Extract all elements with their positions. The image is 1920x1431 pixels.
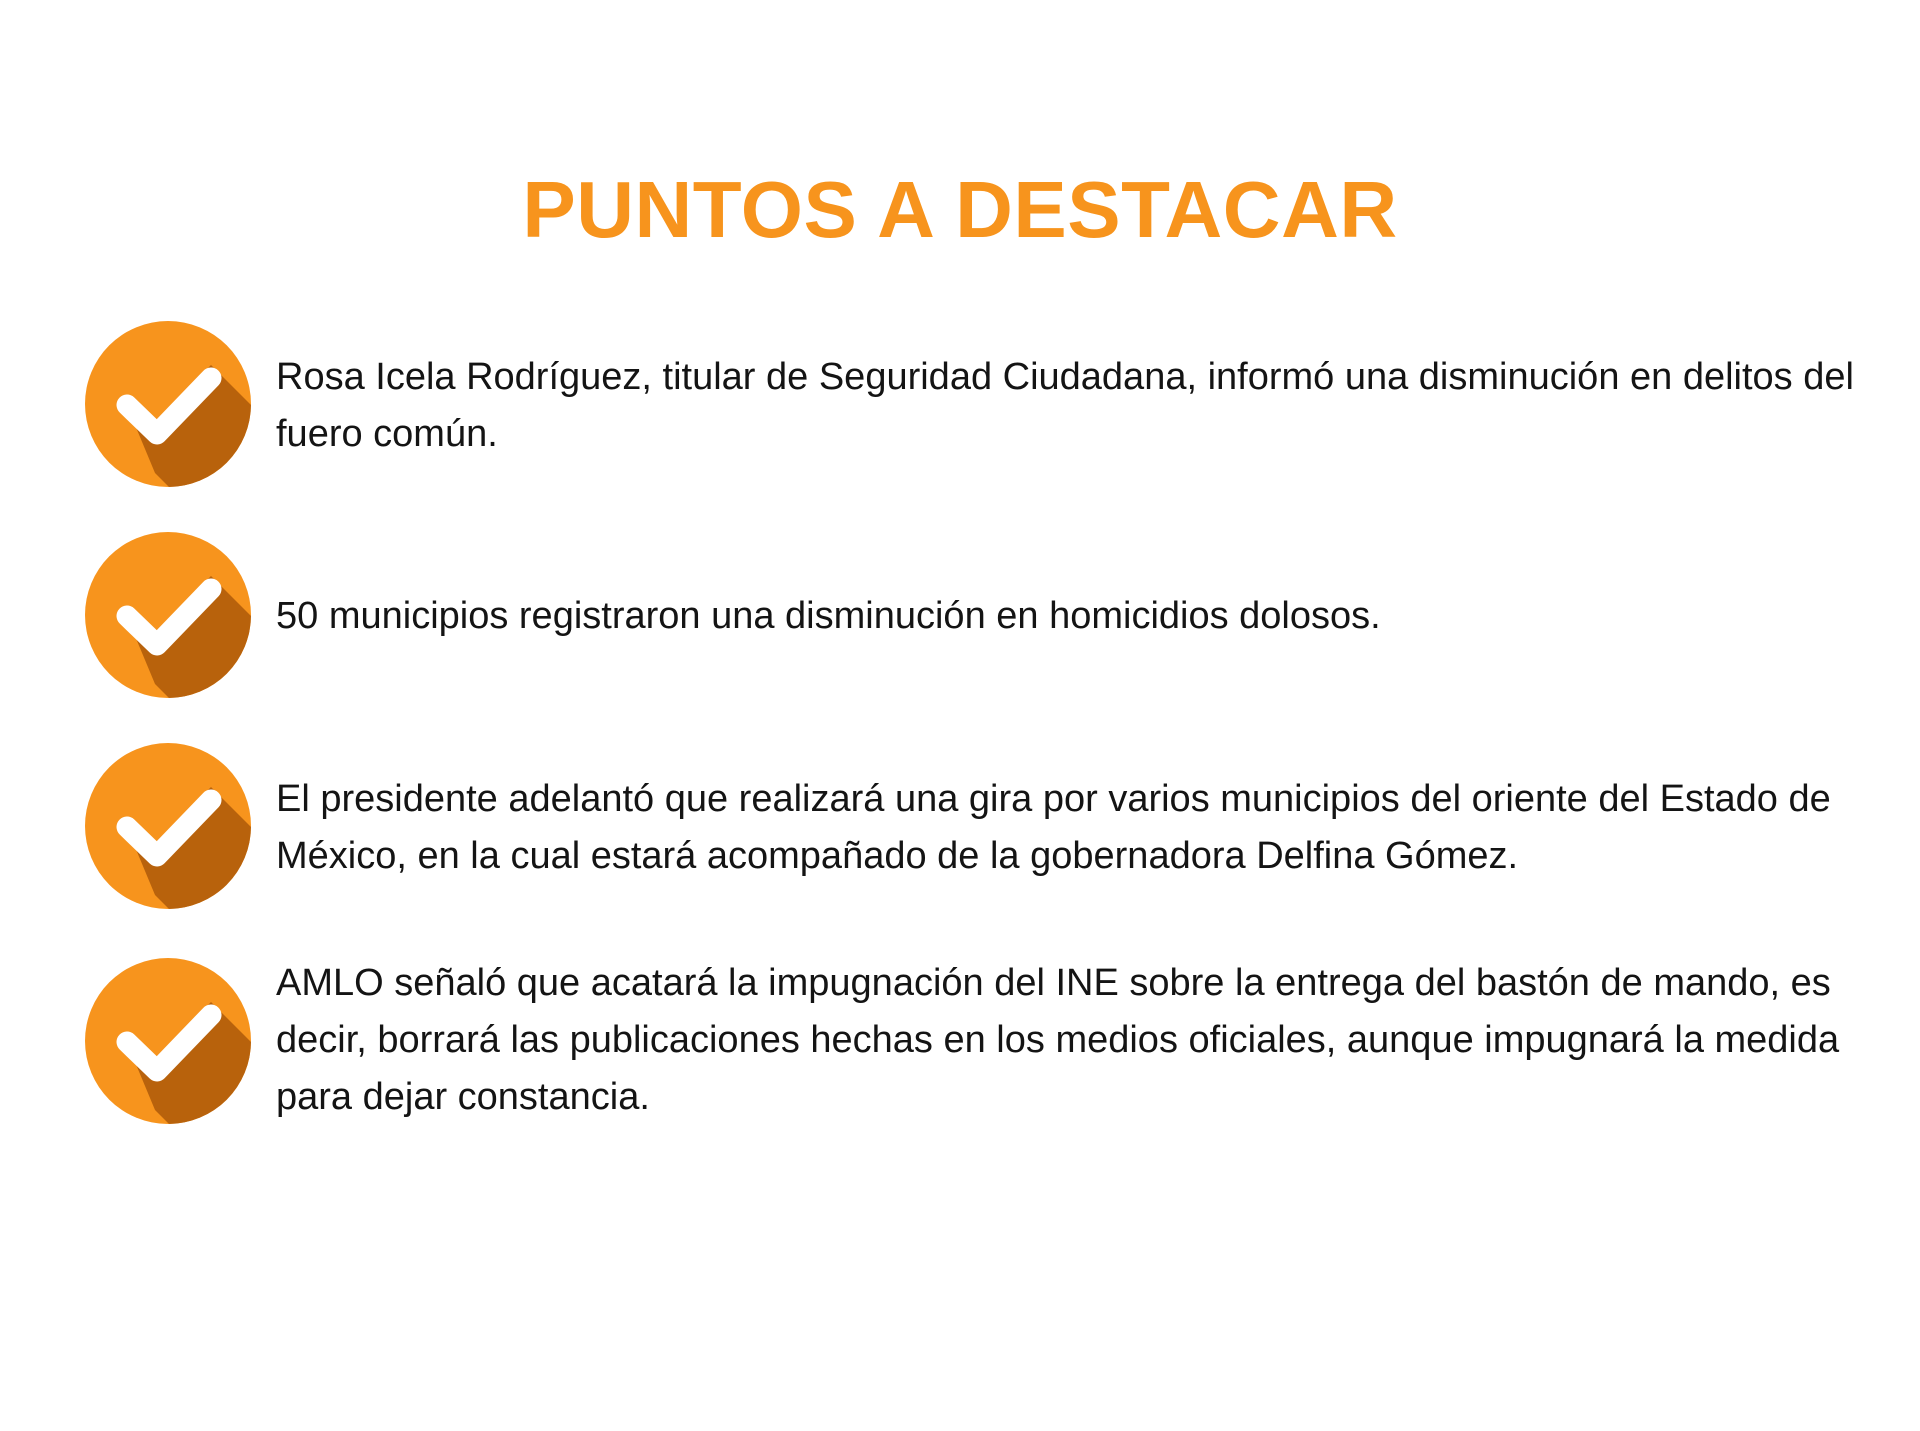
- highlight-text: El presidente adelantó que realizará una gira por varios municipios del oriente del Estado de México, en la cual estará acompañado de la gobernadora Delfina Gómez.: [276, 778, 1831, 877]
- check-circle-icon: [85, 958, 251, 1124]
- highlight-text: 50 municipios registraron una disminución en homicidios dolosos.: [276, 595, 1381, 637]
- highlight-text: AMLO señaló que acatará la impugnación del INE sobre la entrega del bastón de mando, es decir, borrará las publicaciones hechas en los medios oficiales, aunque impugnará la medida para dejar constancia.: [276, 962, 1840, 1118]
- check-circle-icon: [85, 532, 251, 698]
- check-circle-icon: [85, 743, 251, 909]
- page-title: PUNTOS A DESTACAR: [522, 165, 1398, 254]
- highlight-text: Rosa Icela Rodríguez, titular de Seguridad Ciudadana, informó una disminución en delitos del fuero común.: [276, 356, 1854, 455]
- check-circle-icon: [85, 321, 251, 487]
